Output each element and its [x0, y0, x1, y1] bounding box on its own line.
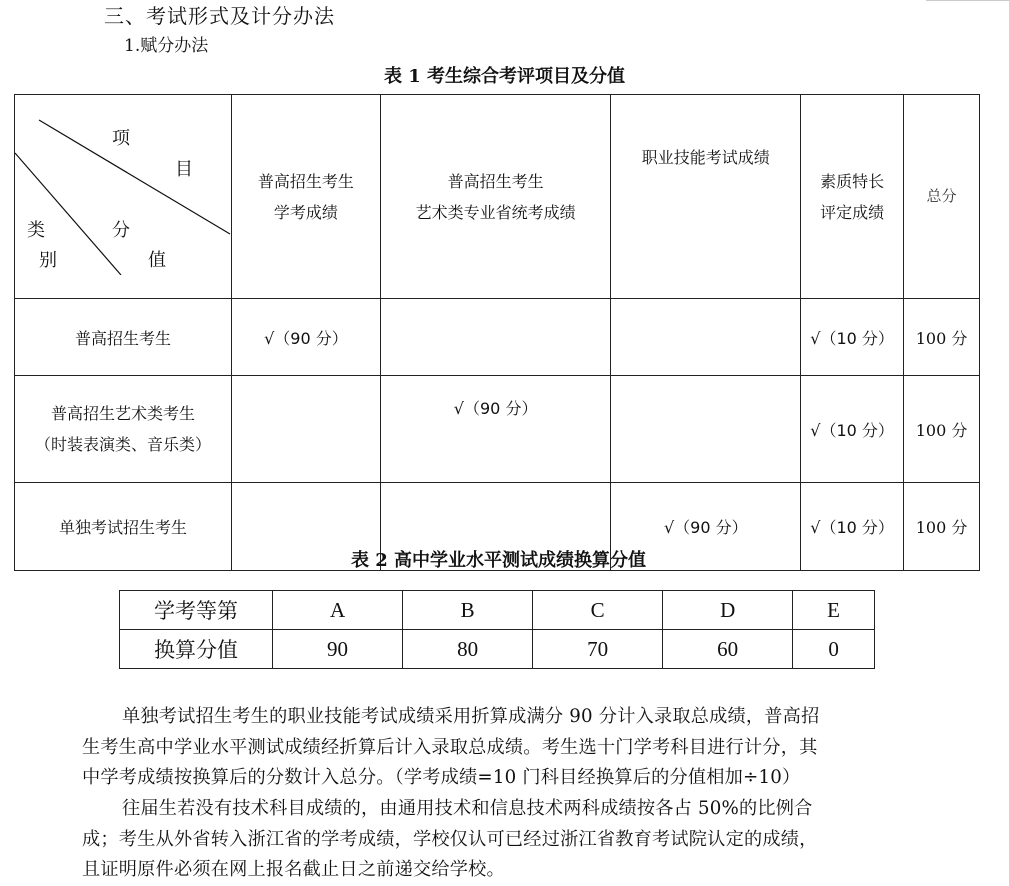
corner-label-score-2: 值 [148, 249, 166, 271]
section-title: 三、考试形式及计分办法 [104, 4, 335, 28]
value-cell: 80 [403, 630, 533, 669]
row-category: 普高招生考生 [15, 299, 232, 376]
grade-cell: A [273, 591, 403, 630]
table-row [120, 591, 875, 630]
cell-vocational: √（90 分） [611, 483, 801, 571]
table-row [15, 299, 980, 376]
cell-quality: √（10 分） [801, 376, 904, 483]
header-quality-score: 素质特长 评定成绩 [801, 95, 904, 299]
subsection-title: 1.赋分办法 [124, 36, 209, 56]
row-category: 普高招生艺术类考生 （时装表演类、音乐类） [15, 376, 232, 483]
cell-vocational [611, 299, 801, 376]
row-category: 单独考试招生考生 [15, 483, 232, 571]
header-vocational-score: 职业技能考试成绩 [611, 95, 801, 299]
cell-academic [232, 376, 381, 483]
row-label-value: 换算分值 [120, 630, 273, 669]
cell-quality: √（10 分） [801, 483, 904, 571]
cell-art: √（90 分） [380, 376, 611, 483]
value-cell: 70 [533, 630, 663, 669]
table1-header-row [15, 95, 980, 299]
grade-cell: B [403, 591, 533, 630]
grade-cell: E [793, 591, 875, 630]
value-cell: 90 [273, 630, 403, 669]
table1-caption: 表 1 考生综合考评项目及分值 [383, 66, 626, 87]
cell-total: 100 分 [904, 483, 980, 571]
corner-label-item-1: 项 [112, 127, 130, 149]
header-total: 总分 [904, 95, 980, 299]
corner-label-category-2: 别 [39, 249, 57, 271]
cell-vocational [611, 376, 801, 483]
grade-conversion-table [119, 590, 875, 669]
cell-quality: √（10 分） [801, 299, 904, 376]
corner-label-item-2: 目 [175, 158, 193, 180]
scoring-table [14, 94, 980, 571]
header-academic-score: 普高招生考生 学考成绩 [232, 95, 381, 299]
cell-academic: √（90 分） [232, 299, 381, 376]
header-art-exam-score: 普高招生考生 艺术类专业省统考成绩 [380, 95, 611, 299]
corner-label-score-1: 分 [112, 219, 130, 241]
table-row [120, 630, 875, 669]
row-label-grade: 学考等第 [120, 591, 273, 630]
corner-label-category-1: 类 [27, 219, 45, 241]
value-cell: 0 [793, 630, 875, 669]
grade-cell: C [533, 591, 663, 630]
table2-caption: 表 2 高中学业水平测试成绩换算分值 [350, 550, 647, 571]
cell-total: 100 分 [904, 376, 980, 483]
paragraph-previous-graduates: 往届生若没有技术科目成绩的，由通用技术和信息技术两科成绩按各占 50%的比例合 成；考生从外省转入浙江省的学考成绩，学校仅认可已经过浙江省教育考试院认定的成绩， 且证明原件必须在网上报名截止日之前递交给学校。 [82, 798, 818, 880]
table-row [15, 376, 980, 483]
diagonal-header-cell [15, 95, 232, 299]
cell-art [380, 299, 611, 376]
paragraph-scoring-rules: 单独考试招生考生的职业技能考试成绩采用折算成满分 90 分计入录取总成绩，普高招 生考生高中学业水平测试成绩经折算后计入录取总成绩。考生选十门学考科目进行计分，其 中学考成绩按换算后的分数计入总分。（学考成绩=10 门科目经换算后的分值相加÷10） [82, 706, 820, 788]
cell-total: 100 分 [904, 299, 980, 376]
page-edge-line [926, 0, 1009, 1]
grade-cell: D [663, 591, 793, 630]
value-cell: 60 [663, 630, 793, 669]
